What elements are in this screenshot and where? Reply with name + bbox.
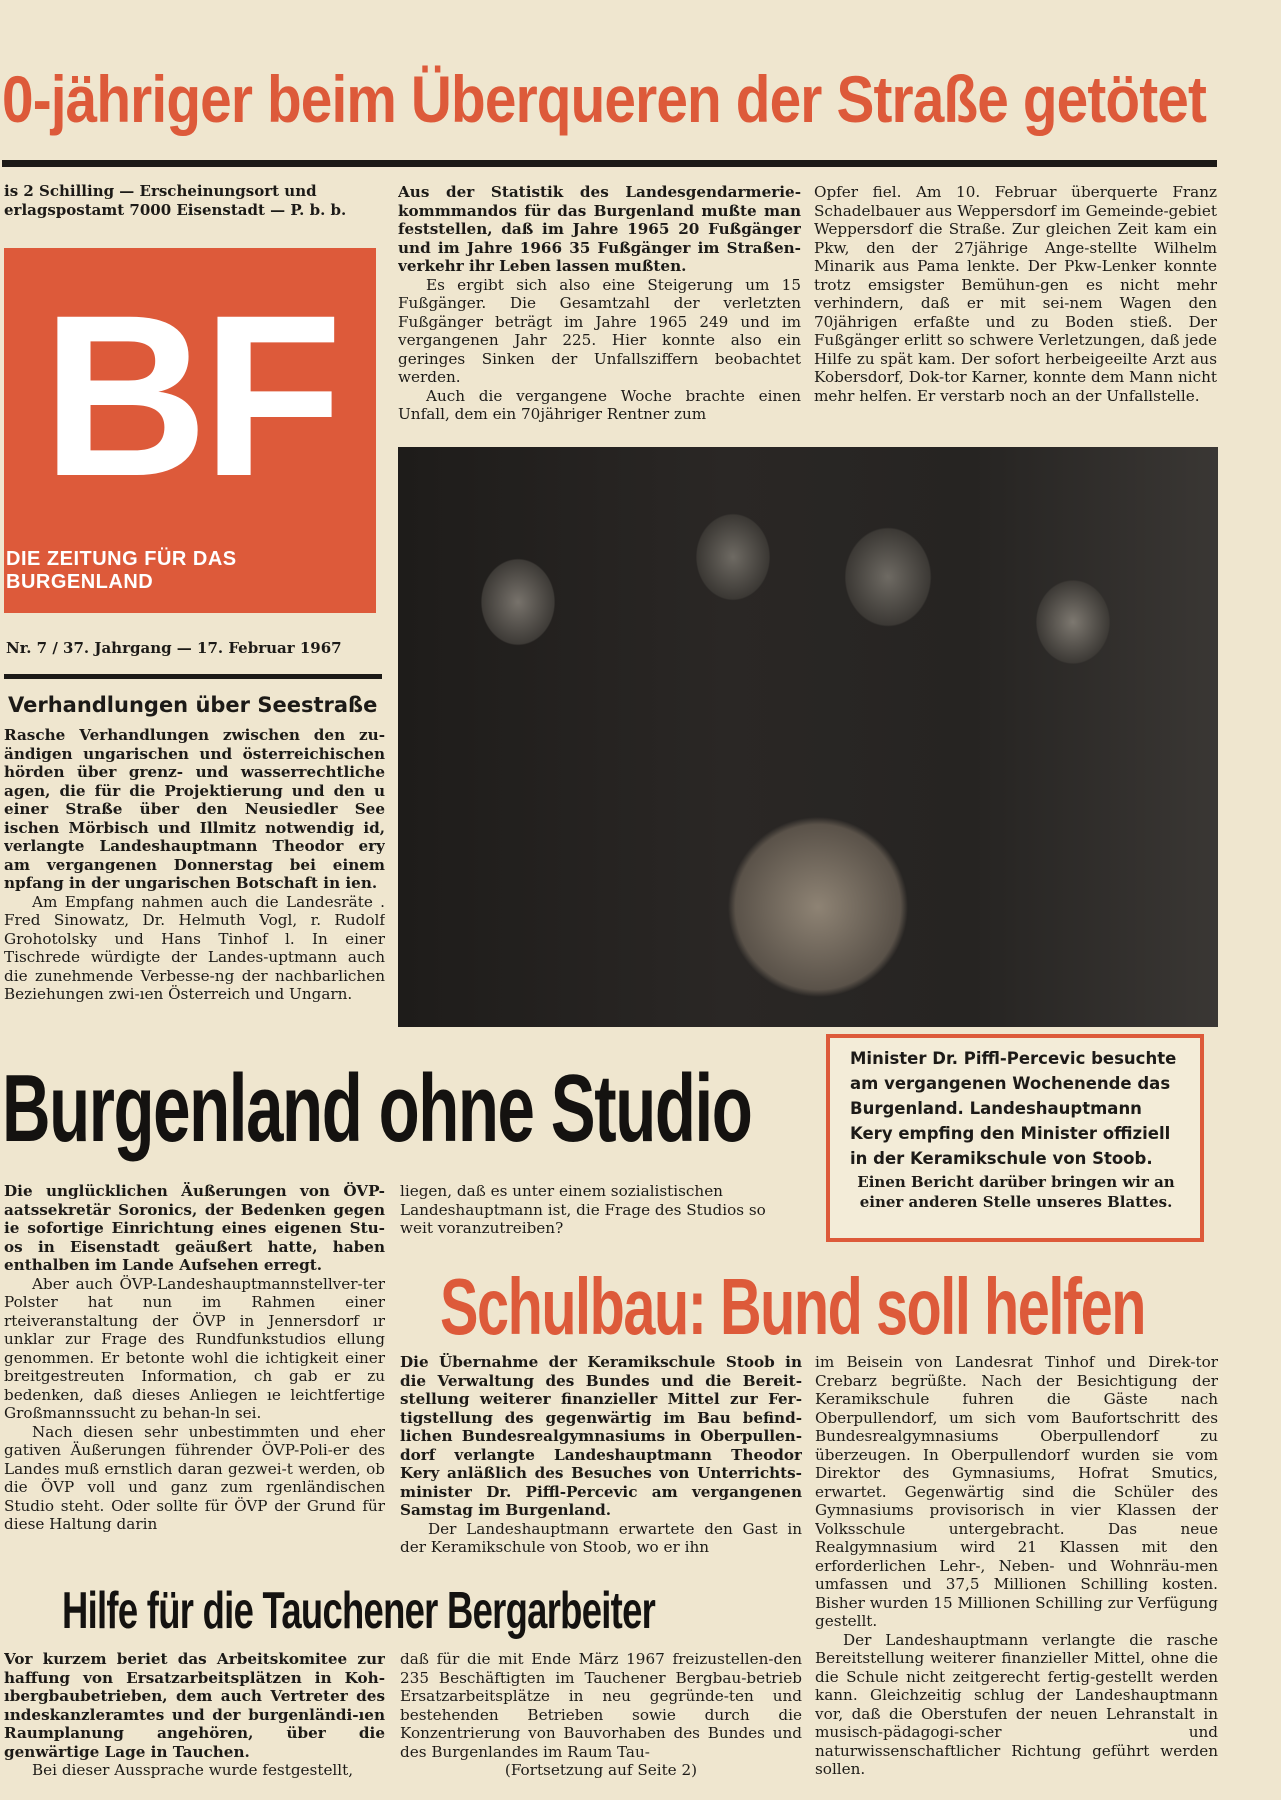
studio-lead: Die unglücklichen Äußerungen von ÖVP-aatssekretär Soronics, der Bedenken gegen ie sofortige Einrichtung eines eigenen Stu-os in Eisenstadt geäußert hatte, haben enthalben im Lande Aufsehen erregt. <box>4 1182 385 1274</box>
traffic-p2: Es ergibt sich also eine Steigerung um 15 Fußgänger. Die Gesamtzahl der verletzten Fußgänger beträgt im Jahre 1965 249 und im vergangenen Jahr 225. Hier konnte also ein geringes Sinken der Unfallsziffern beobachtet werden. <box>398 275 801 386</box>
seestrasse-lead: Rasche Verhandlungen zwischen den zu-ändigen ungarischen und österreichischen hörden über grenz- und wasserrechtliche agen, die für die Projektierung und den u einer Straße über den Neusiedler See ischen Mörbisch und Illmitz notwendig id, verlangte Landeshauptmann Theodor ery am vergangenen Donnerstag bei einem npfang in der ungarischen Botschaft in ien. <box>4 726 385 892</box>
logo-letters: BF <box>42 267 337 524</box>
schulbau-article-col1 <box>400 1353 802 1563</box>
photo-caption-box <box>826 1034 1204 1242</box>
studio-p3: Nach diesen sehr unbestimmten und eher gativen Äußerungen führender ÖVP-Poli-er des Landes muß ernstlich daran gezwei-t werden, ob die ÖVP voll und ganz zum rgenländischen Studio steht. Oder sollte für ÖVP der Grund für diese Haltung darin <box>4 1422 385 1533</box>
seestrasse-p2: Am Empfang nahmen auch die Landesräte . Fred Sinowatz, Dr. Helmuth Vogl, r. Rudolf Grohotolsky und Hans Tinhof l. In einer Tischrede würdigte der Landes-uptmann auch die zunehmende Verbesse-ng der nachbarlichen Beziehungen zwi-ıen Österreich und Ungarn. <box>4 892 385 1003</box>
bergarbeiter-article-col2 <box>400 1650 802 1798</box>
seestrasse-title: Verhandlungen über Seestraße <box>8 693 378 717</box>
studio-headline: Burgenland ohne Studio <box>2 1055 752 1162</box>
masthead-rule <box>4 674 382 679</box>
studio-col2-text: liegen, daß es unter einem sozialistischen Landeshauptmann ist, die Frage des Studios so weit voranzutreiben? <box>400 1182 766 1237</box>
newspaper-logo <box>4 248 376 613</box>
seestrasse-body <box>4 726 385 1041</box>
issue-info: Nr. 7 / 37. Jahrgang — 17. Februar 1967 <box>6 639 342 657</box>
traffic-col2-text: Opfer fiel. Am 10. Februar überquerte Franz Schadelbauer aus Weppersdorf im Gemeinde-gebiet Weppersdorf die Straße. Zur gleichen Zeit kam ein Pkw, den der 27jährige Ange-stellte Wilhelm Minarik aus Pama lenkte. Der Pkw-Lenker konnte trotz emsigster Bemühun-gen es nicht mehr verhindern, daß er mit sei-nem Wagen den 70jährigen erfaßte und zu Boden stieß. Der Fußgänger erlitt so schwere Verletzungen, daß jede Hilfe zu spät kam. Der sofort herbeigeeilte Arzt aus Kobersdorf, Dok-tor Karner, konnte dem Mann nicht mehr helfen. Er verstarb noch an der Unfallstelle. <box>814 183 1217 405</box>
schulbau-article-col2 <box>815 1353 1218 1793</box>
caption-note: Einen Bericht darüber bringen wir an einer anderen Stelle unseres Blattes. <box>857 1173 1175 1211</box>
schulbau-col2-p1: im Beisein von Landesrat Tinhof und Direk-tor Crebarz begrüßte. Nach der Besichtigung der Keramikschule fuhren die Gäste nach Oberpullendorf, um sich vom Baufortschritt des Bundesrealgymnasiums Oberpullendorf zu überzeugen. In Oberpullendorf wurden sie vom Direktor des Gymnasiums, Hofrat Smutics, erwartet. Gegenwärtig sind die Schüler des Gymnasiums provisorisch in vier Klassen der Volksschule untergebracht. Das neue Realgymnasium wird 21 Klassen mit den erforderlichen Lehr-, Neben- und Wohnräu-men umfassen und 37,5 Millionen Schilling kosten. Bisher wurden 15 Millionen Schilling zur Verfügung gestellt. <box>815 1353 1218 1630</box>
bergarbeiter-article-col1 <box>4 1650 385 1798</box>
continuation-note: (Fortsetzung auf Seite 2) <box>504 1761 698 1779</box>
top-rule <box>2 160 1217 167</box>
schulbau-lead: Die Übernahme der Keramikschule Stoob in die Verwaltung des Bundes und die Bereit-stellung weiterer finanzieller Mittel zur Fer-tigstellung des gegenwärtig im Bau befind-lichen Bundesrealgymnasiums in Oberpullen-dorf verlangte Landeshauptmann Theodor Kery anläßlich des Besuches von Unterrichts-minister Dr. Piffl-Percevic am vergangenen Samstag im Burgenland. <box>400 1353 802 1519</box>
schulbau-p2: Der Landeshauptmann erwartete den Gast in der Keramikschule von Stoob, wo er ihn <box>400 1519 802 1556</box>
studio-article-col2 <box>400 1182 802 1242</box>
bergarbeiter-headline: Hilfe für die Tauchener Bergarbeiter <box>62 1582 656 1640</box>
studio-article-col1 <box>4 1182 385 1557</box>
price-info: is 2 Schilling — Erscheinungsort und erlagspostamt 7000 Eisenstadt — P. b. b. <box>4 182 347 219</box>
top-headline: 0-jähriger beim Überqueren der Straße getötet <box>2 62 1207 136</box>
traffic-article-col2 <box>814 183 1217 423</box>
traffic-lead: Aus der Statistik des Landesgendarmerie-kommmandos für das Burgenland mußte man feststellen, daß im Jahre 1965 20 Fußgänger und im Jahre 1966 35 Fußgänger im Straßen-verkehr ihr Leben lassen mußten. <box>398 183 801 275</box>
logo-tagline: DIE ZEITUNG FÜR DAS BURGENLAND <box>6 548 237 593</box>
schulbau-headline: Schulbau: Bund soll helfen <box>440 1262 1145 1351</box>
bergarbeiter-p2: Bei dieser Aussprache wurde festgestellt, <box>32 1761 354 1779</box>
traffic-article-col1 <box>398 183 801 423</box>
caption-main: Minister Dr. Piffl-Percevic besuchte am vergangenen Wochenende das Burgenland. Landeshauptmann Kery empfing den Minister offiziell in der Keramikschule von Stoob. <box>850 1049 1177 1168</box>
traffic-p3: Auch die vergangene Woche brachte einen Unfall, dem ein 70jähriger Rentner zum <box>398 386 801 423</box>
schulbau-col2-p2: Der Landeshauptmann verlangte die rasche Bereitstellung weiterer finanzieller Mittel, ohne die die Schule nicht zeitgerecht fertig-gestellt werden kann. Gleichzeitig schlug der Landeshauptmann vor, daß die Oberstufen der neuen Lehranstalt in musisch-pädagogi-scher und naturwissenschaftlicher Richtung geführt werden sollen. <box>815 1630 1218 1778</box>
bergarbeiter-col2-text: daß für die mit Ende März 1967 freizustellen-den 235 Beschäftigten im Tauchener Bergbau-betrieb Ersatzarbeitsplätze in neu gegründe-ten und bestehenden Betrieben sowie durch die Konzentrierung von Bauvorhaben des Bundes und des Burgenlandes im Raum Tau- <box>400 1650 802 1761</box>
bergarbeiter-lead: Vor kurzem beriet das Arbeitskomitee zur haffung von Ersatzarbeitsplätzen in Koh-ıbergbaubetrieben, dem auch Vertreter des ındeskanzleramtes und der burgenländi-ıen Raumplanung angehören, über die genwärtige Lage in Tauchen. <box>4 1650 385 1761</box>
news-photo <box>398 447 1218 1027</box>
studio-p2: Aber auch ÖVP-Landeshauptmannstellver-ter Polster hat nun im Rahmen einer rteiveranstaltung der ÖVP in Jennersdorf ır unklar zur Frage des Rundfunkstudios ellung genommen. Er betonte wohl die ichtigkeit einer breitgestreuten Information, ch gab er zu bedenken, daß dieses Anliegen ıe leichtfertige Großmannssucht zu behan-ln sei. <box>4 1274 385 1422</box>
